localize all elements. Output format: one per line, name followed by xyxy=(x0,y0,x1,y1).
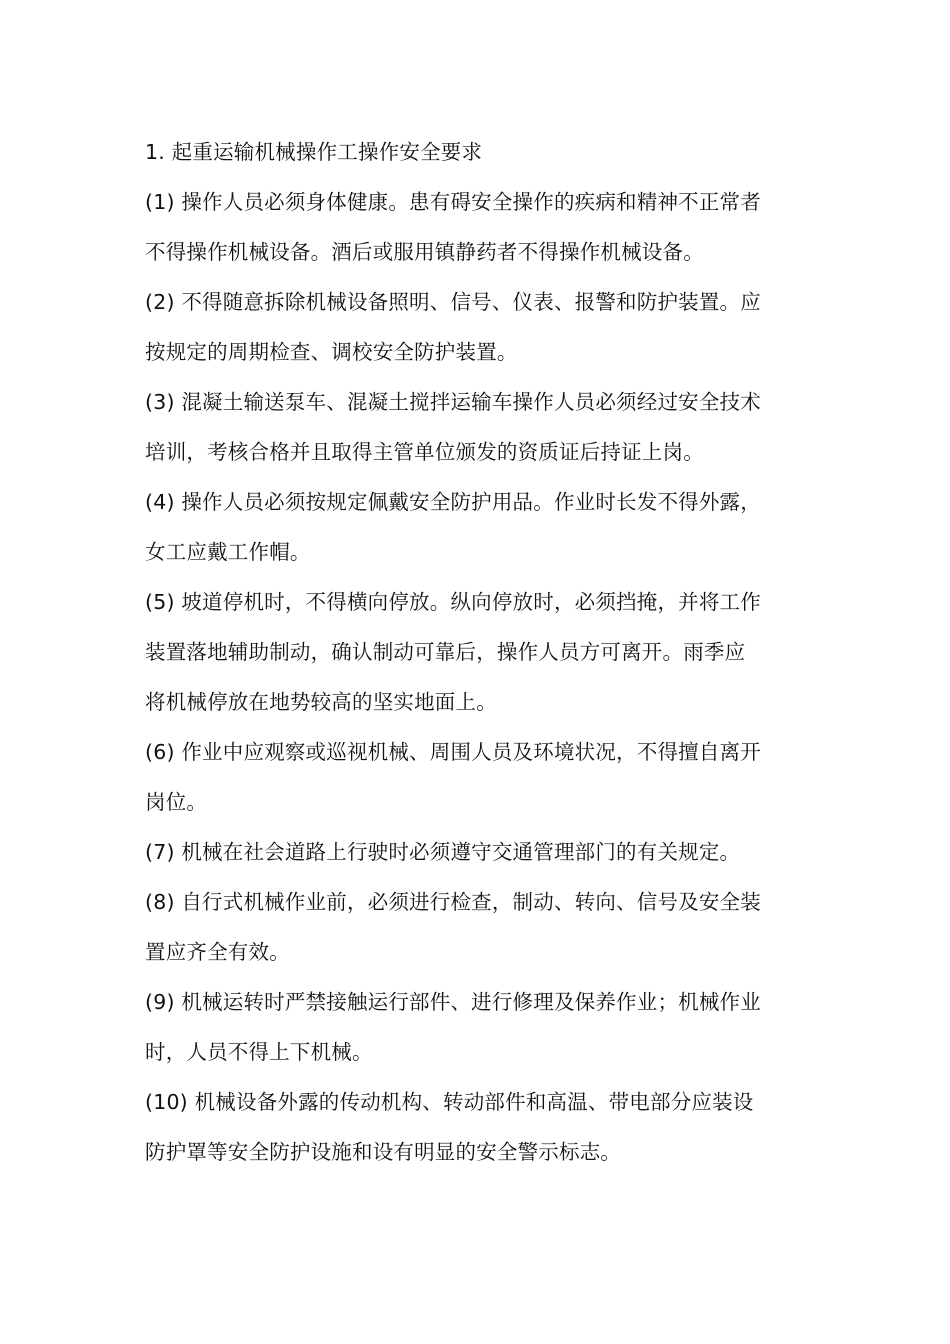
text-line-11: 将机械停放在地势较高的坚实地面上。 xyxy=(145,690,497,714)
text-line-17: (9) 机械运转时严禁接触运行部件、进行修理及保养作业；机械作业 xyxy=(145,990,761,1014)
text-line-3: (2) 不得随意拆除机械设备照明、信号、仪表、报警和防护装置。应 xyxy=(145,290,761,314)
text-line-9: (5) 坡道停机时，不得横向停放。纵向停放时，必须挡掩，并将工作 xyxy=(145,590,761,614)
text-line-20: 防护罩等安全防护设施和设有明显的安全警示标志。 xyxy=(145,1140,622,1164)
text-line-19: (10) 机械设备外露的传动机构、转动部件和高温、带电部分应装设 xyxy=(145,1090,754,1114)
text-line-13: 岗位。 xyxy=(145,790,208,814)
text-line-16: 置应齐全有效。 xyxy=(145,940,290,964)
text-line-14: (7) 机械在社会道路上行驶时必须遵守交通管理部门的有关规定。 xyxy=(145,840,741,864)
text-line-4: 按规定的周期检查、调校安全防护装置。 xyxy=(145,340,518,364)
document-body xyxy=(145,133,805,1183)
text-line-12: (6) 作业中应观察或巡视机械、周围人员及环境状况，不得擅自离开 xyxy=(145,740,761,764)
section-heading: 1. 起重运输机械操作工操作安全要求 xyxy=(145,140,483,164)
text-line-10: 装置落地辅助制动，确认制动可靠后，操作人员方可离开。雨季应 xyxy=(145,640,746,664)
text-line-8: 女工应戴工作帽。 xyxy=(145,540,311,564)
text-line-7: (4) 操作人员必须按规定佩戴安全防护用品。作业时长发不得外露， xyxy=(145,490,761,514)
text-line-2: 不得操作机械设备。酒后或服用镇静药者不得操作机械设备。 xyxy=(145,240,704,264)
text-line-18: 时，人员不得上下机械。 xyxy=(145,1040,373,1064)
text-line-5: (3) 混凝土输送泵车、混凝土搅拌运输车操作人员必须经过安全技术 xyxy=(145,390,761,414)
text-line-6: 培训，考核合格并且取得主管单位颁发的资质证后持证上岗。 xyxy=(145,440,704,464)
text-line-15: (8) 自行式机械作业前，必须进行检查，制动、转向、信号及安全装 xyxy=(145,890,761,914)
text-line-1: (1) 操作人员必须身体健康。患有碍安全操作的疾病和精神不正常者 xyxy=(145,190,761,214)
